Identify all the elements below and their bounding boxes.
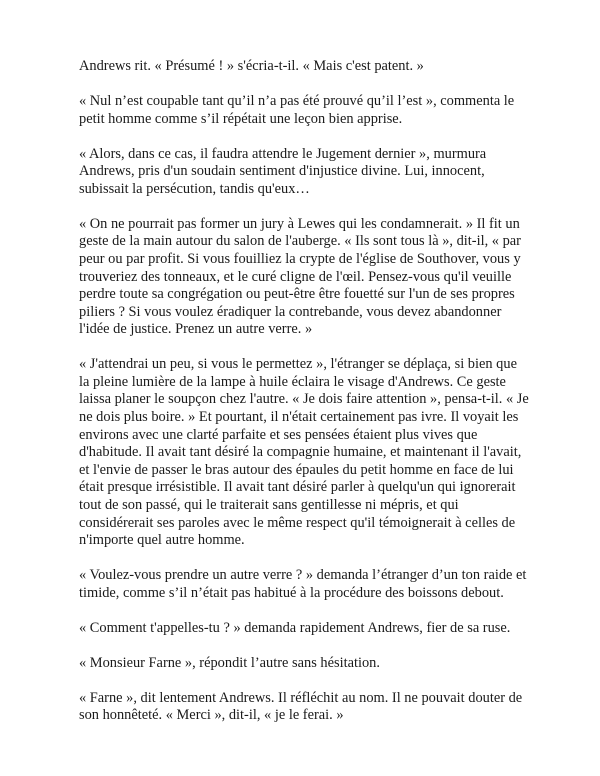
paragraph: Andrews rit. « Présumé ! » s'écria-t-il. « Mais c'est patent. » [79,58,424,74]
paragraph: « Farne », dit lentement Andrews. Il réfléchit au nom. Il ne pouvait douter de son honnêteté. « Merci », dit-il, « je le ferai. » [79,689,523,724]
paragraph: « Comment t'appelles-tu ? » demanda rapidement Andrews, fier de sa ruse. [79,619,511,636]
paragraph: « Nul n’est coupable tant qu’il n’a pas été prouvé qu’il l’est », commenta le petit homme comme s’il répétait une leçon bien apprise. [79,92,515,127]
body-text [79,58,529,742]
paragraph: « Alors, dans ce cas, il faudra attendre le Jugement dernier », murmura Andrews, pris d'un soudain sentiment d'injustice divine. Lui, innocent, subissait la persécution, tandis qu'eux… [79,145,487,197]
paragraph: « Monsieur Farne », répondit l’autre sans hésitation. [79,654,380,671]
paragraph: « On ne pourrait pas former un jury à Lewes qui les condamnerait. » Il fit un geste de la main autour du salon de l'auberge. « Ils sont tous là », dit-il, « par peur ou par profit. Si vous fouilliez la crypte de l'église de Southover, vous y trouveriez des tonneaux, et le curé cligne de l'œil. Pensez-vous qu'il veuille perdre toute sa congrégation ou peut-être être fouetté sur l'un de ses propres piliers ? Si vous voulez éradiquer la contrebande, vous devez abandonner l'idée de justice. Prenez un autre verre. » [79,215,521,338]
paragraph: « Voulez-vous prendre un autre verre ? » demanda l’étranger d’un ton raide et timide, comme s’il n’était pas habitué à la procédure des boissons debout. [79,567,527,601]
paragraph: « J'attendrai un peu, si vous le permettez », l'étranger se déplaça, si bien que la pleine lumière de la lampe à huile éclaira le visage d'Andrews. Ce geste laissa planer le soupçon chez l'autre. « Je dois faire attention », pensa-t-il. « Je ne dois plus boire. » Et pourtant, il n'était certainement pas ivre. Il voyait les environs avec une clarté parfaite et ses pensées étaient plus vives que d'habitude. Il avait tant désiré la compagnie humaine, et maintenant il l'avait, et l'envie de passer le bras autour des épaules du petit homme en face de lui était presque irrésistible. Il avait tant désiré parler à quelqu'un qui ignorerait tout de son passé, qui le traiterait sans gentillesse ni mépris, et qui considérerait ses paroles avec le même respect qu'il témoignerait à celles de n'importe quel autre homme. [79,356,529,549]
